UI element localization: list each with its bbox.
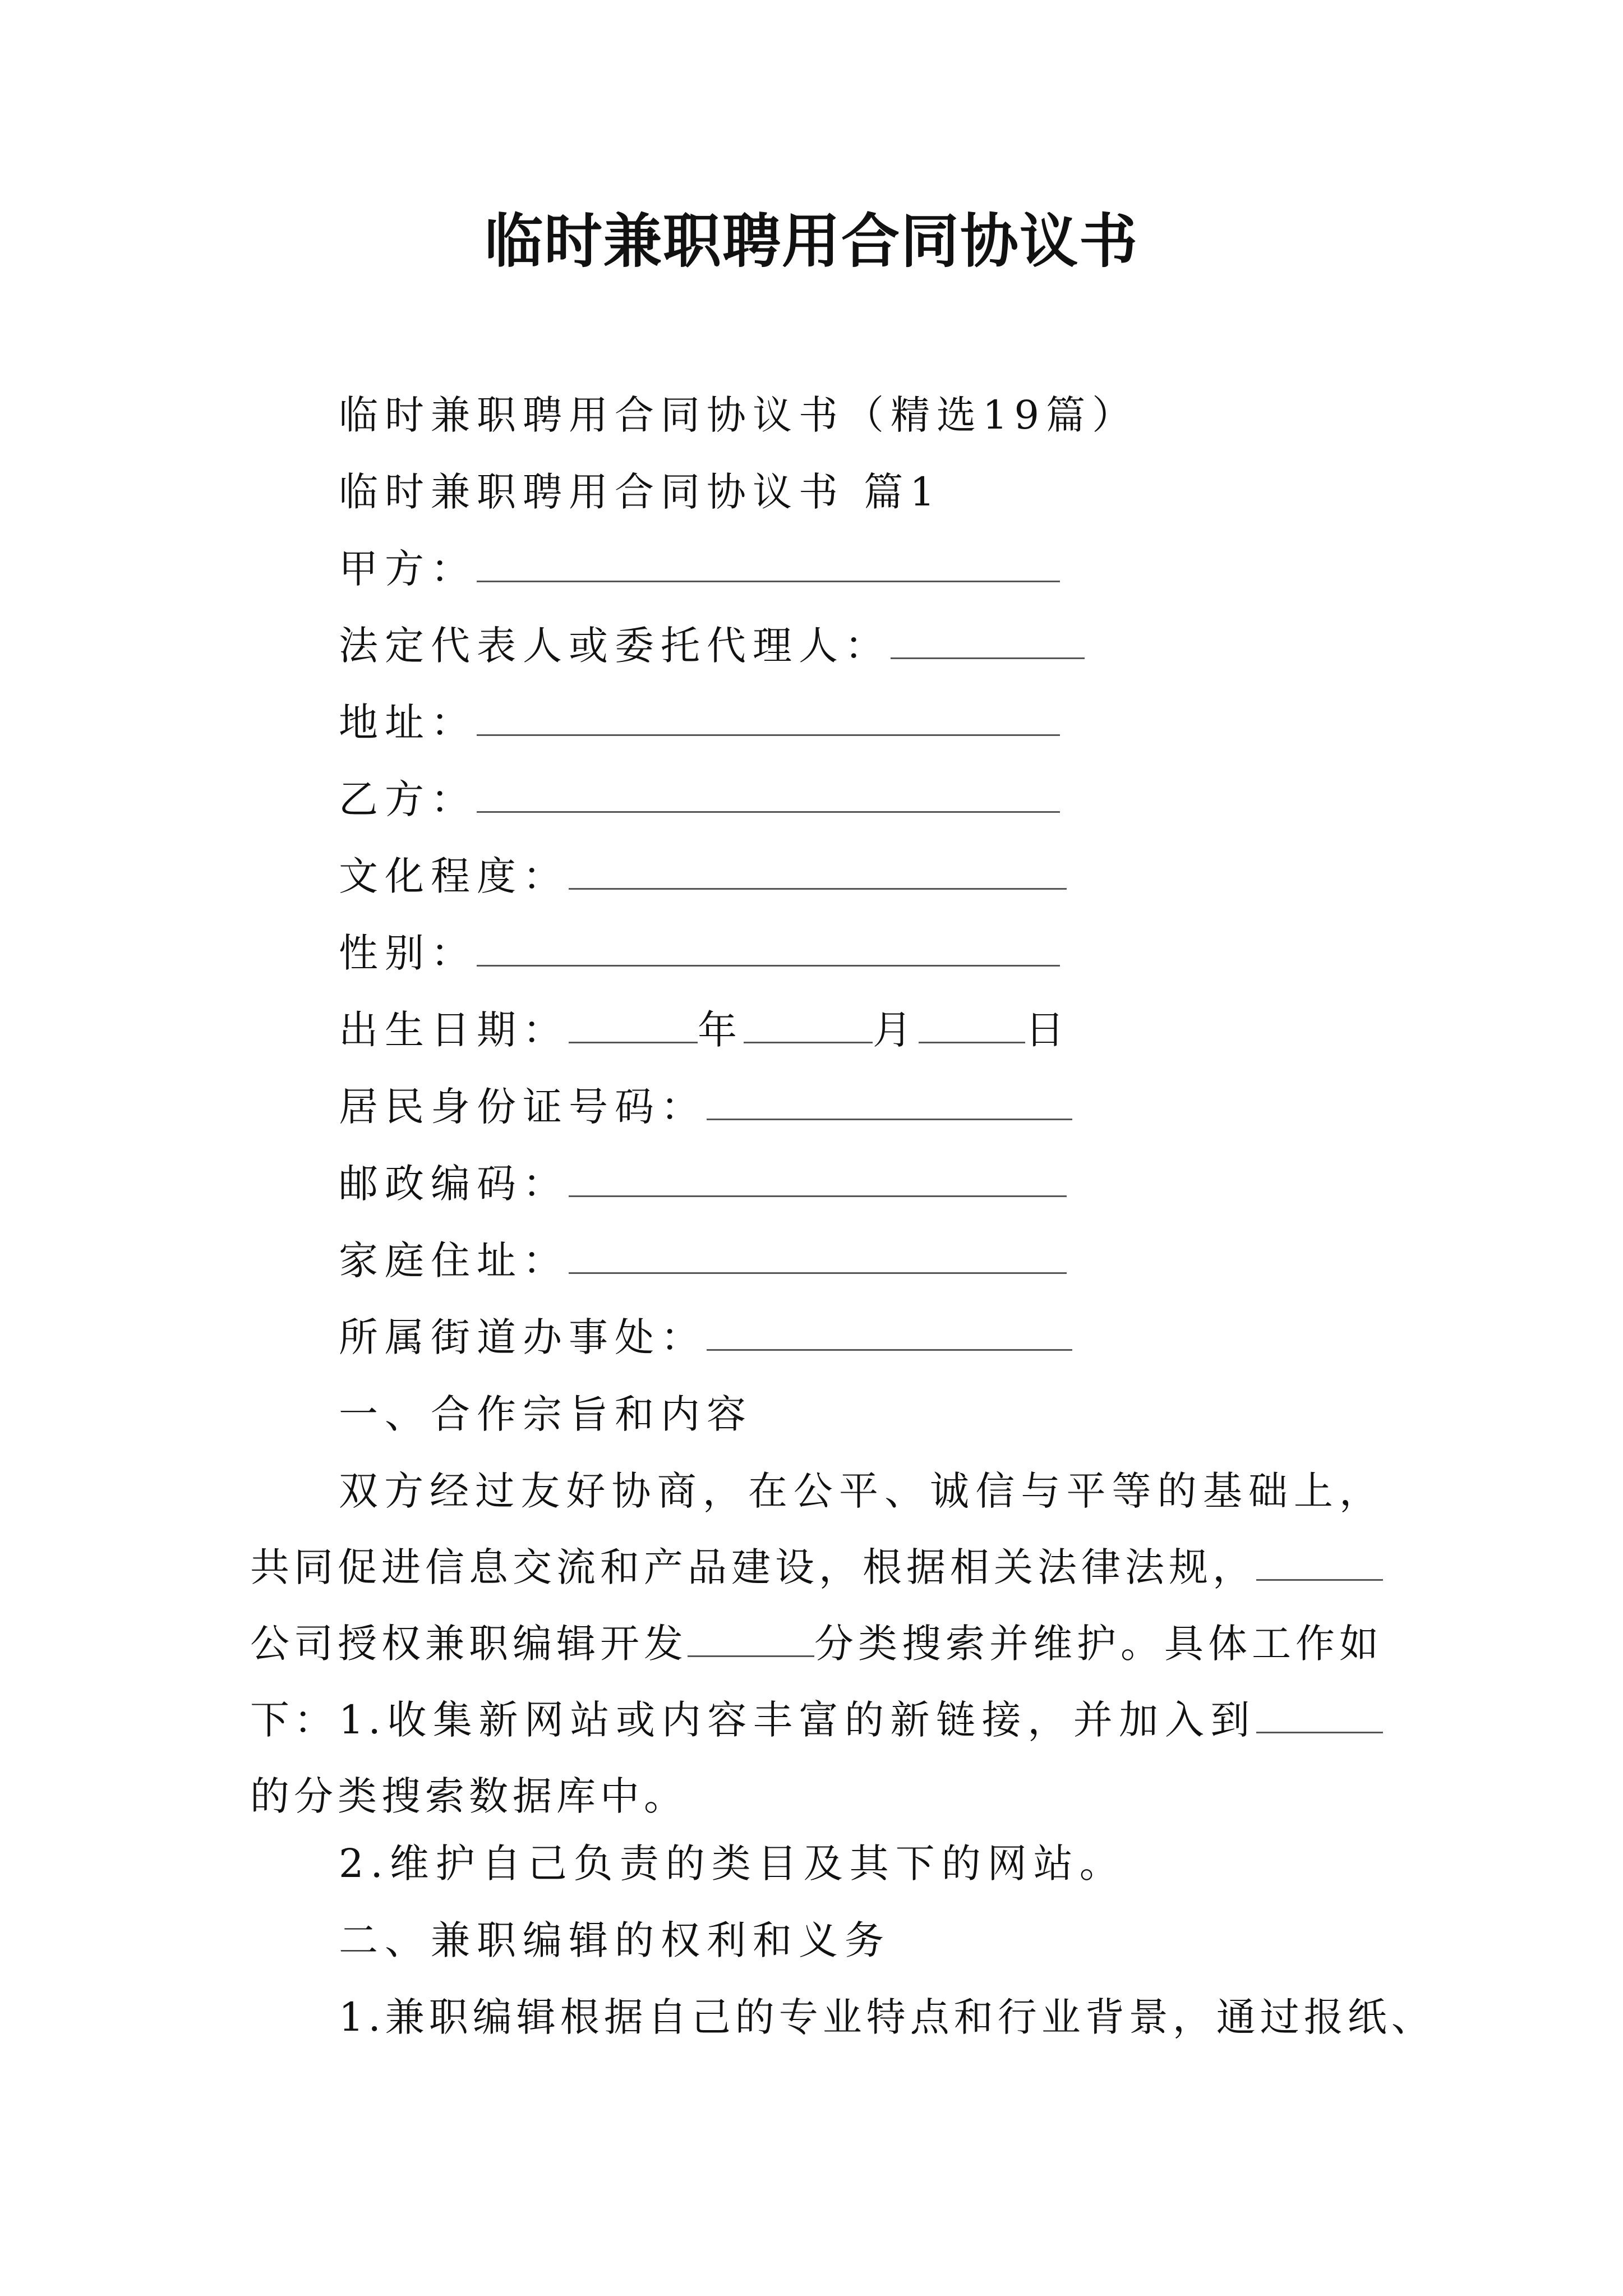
- company-name-blank: [1256, 1548, 1383, 1581]
- document-subtitle: 临时兼职聘用合同协议书（精选19篇）: [339, 392, 1138, 438]
- id-number-blank: [707, 1085, 1072, 1120]
- education-blank: [569, 854, 1067, 890]
- education-label: 文化程度：: [339, 853, 569, 899]
- cooperation-text-1: 双方经过友好协商，在公平、诚信与平等的基础上，共同促进信息交流和产品建设，根据相关法律法规，: [250, 1468, 1383, 1590]
- postal-code-blank: [569, 1162, 1067, 1197]
- site-name-blank: [1256, 1700, 1383, 1733]
- birth-day-blank: [919, 1008, 1025, 1043]
- month-label: 月: [873, 1007, 919, 1053]
- party-a-field: [339, 544, 1060, 594]
- cooperation-heading: 一、合作宗旨和内容: [339, 1391, 753, 1437]
- year-label: 年: [698, 1007, 744, 1053]
- party-b-field: [339, 774, 1060, 825]
- postal-code-field: [339, 1158, 1067, 1209]
- birth-month-blank: [744, 1008, 873, 1043]
- category-blank: [688, 1624, 814, 1657]
- birth-year-blank: [569, 1008, 698, 1043]
- party-a-label: 甲方：: [339, 546, 477, 592]
- postal-code-label: 邮政编码：: [339, 1161, 569, 1207]
- address-blank: [477, 701, 1060, 736]
- cooperation-text-3: 分类搜索并维护。具体工作如下：: [250, 1621, 1383, 1743]
- address-field: [339, 697, 1060, 748]
- cooperation-text-2: 公司授权兼职编辑开发: [250, 1621, 688, 1667]
- gender-label: 性别：: [339, 930, 477, 976]
- rights-item-1: 1.兼职编辑根据自己的专业特点和行业背景，通过报纸、: [339, 1994, 1435, 2040]
- item-2: 2.维护自己负责的类目及其下的网站。: [339, 1841, 1126, 1887]
- item-1-paragraph: [250, 1682, 1383, 1834]
- address-label: 地址：: [339, 700, 477, 746]
- party-b-blank: [477, 777, 1060, 813]
- id-number-field: [339, 1082, 1072, 1132]
- id-number-label: 居民身份证号码：: [339, 1084, 707, 1130]
- birth-date-label: 出生日期：: [339, 1007, 569, 1053]
- party-a-blank: [477, 547, 1060, 582]
- street-office-field: [339, 1312, 1072, 1363]
- document-title: 临时兼职聘用合同协议书: [484, 207, 1138, 275]
- home-address-field: [339, 1235, 1067, 1286]
- street-office-blank: [707, 1315, 1072, 1351]
- legal-rep-field: [339, 620, 1085, 671]
- home-address-label: 家庭住址：: [339, 1237, 569, 1283]
- street-office-label: 所属街道办事处：: [339, 1314, 707, 1360]
- rights-heading: 二、兼职编辑的权利和义务: [339, 1917, 891, 1963]
- education-field: [339, 851, 1067, 901]
- item-1-text-2: 的分类搜索数据库中。: [250, 1773, 688, 1819]
- birth-date-field: [339, 1005, 1071, 1055]
- home-address-blank: [569, 1239, 1067, 1274]
- party-b-label: 乙方：: [339, 776, 477, 822]
- day-label: 日: [1025, 1007, 1071, 1053]
- legal-rep-blank: [891, 624, 1085, 659]
- item-1-text-1: 1.收集新网站或内容丰富的新链接，并加入到: [339, 1697, 1256, 1743]
- legal-rep-label: 法定代表人或委托代理人：: [339, 623, 891, 669]
- gender-field: [339, 928, 1060, 978]
- gender-blank: [477, 931, 1060, 967]
- section-heading: 临时兼职聘用合同协议书 篇1: [339, 469, 942, 515]
